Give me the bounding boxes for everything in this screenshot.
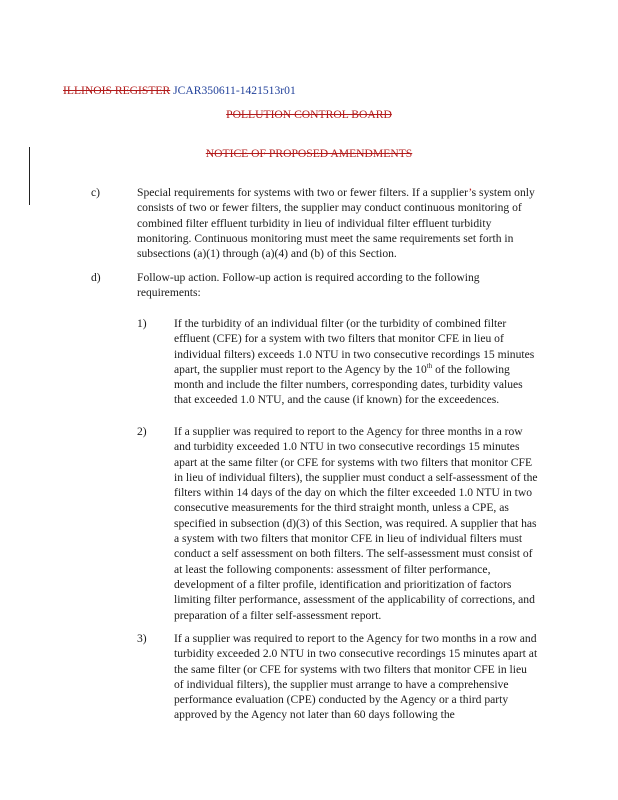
subsection-d-label: d) — [91, 271, 101, 284]
subsection-c-label: c) — [91, 186, 101, 199]
subsection-c-text-part1: Special requirements for systems with two or fewer filters. If a supplier — [137, 186, 469, 199]
item-3-text: If a supplier was required to report to the Agency for two months in a row and turbidity exceeded 2.0 NTU in two consecutive recordings 15 minutes apart at the same filter (or CFE for systems with two filters that monitor CFE in lieu of individual filters), the supplier must arrange to have a comprehensive performance evaluation (CPE) conducted by the Agency or a third party approved by the Agency not later than 60 days following the — [174, 632, 538, 722]
item-1-text-part1: If the turbidity of an individual filter (or the turbidity of combined filter effluent (CFE) for a system with two filters that monitor CFE in lieu of individual filters) exceeds 1.0 NTU in two consecutive recordings 15 minutes apart, the supplier must report to the Agency by the 10 — [174, 317, 535, 376]
item-1-text-part2: of the following month and include the filter numbers, corresponding dates, turbidity values that exceeded 1.0 NTU, and the cause (if known) for the exceedences. — [174, 362, 523, 407]
subsection-c-inserted-apostrophe: ’ — [468, 186, 472, 199]
subsection-d-text: Follow-up action. Follow-up action is required according to the following requirements: — [137, 271, 480, 300]
notice-title-struck: NOTICE OF PROPOSED AMENDMENTS — [205, 147, 413, 160]
board-heading — [0, 108, 618, 122]
item-2-label: 2) — [137, 425, 147, 438]
item-1-superscript: th — [426, 362, 433, 371]
item-3-label: 3) — [137, 632, 147, 645]
register-id: JCAR350611-1421513r01 — [173, 84, 296, 97]
subsection-c-text-part2: s system only consists of two or fewer filters, the supplier may conduct continuous monitoring of combined filter effluent turbidity in lieu of individual filter effluent turbidity monitoring. Continuous monitoring must meet the same requirements set forth in subsections (a)(1) through (a)(4) and (b) of this Section. — [137, 186, 535, 261]
item-2-text: If a supplier was required to report to the Agency for three months in a row and turbidity exceeded 1.0 NTU in two consecutive recordings 15 minutes apart at the same filter (or CFE for systems with two filters that monitor CFE in lieu of individual filters), the supplier must conduct a self-assessment of the filters within 14 days of the day on which the filter exceeded 1.0 NTU in two consecutive measurements for the third straight month, unless a CPE, as specified in subsection (d)(3) of this Section, was required. A supplier that has a system with two filters that monitor CFE in lieu of individual filters must conduct a self assessment on both filters. The self-assessment must consist of at least the following components: assessment of filter performance, development of a filter profile, identification and prioritization of factors limiting filter performance, assessment of the applicability of corrections, and preparation of a filter self-assessment report. — [174, 425, 538, 622]
item-1-label: 1) — [137, 317, 147, 330]
register-title-struck: ILLINOIS REGISTER — [63, 84, 171, 97]
subsection-c-text — [137, 185, 535, 261]
item-1-text — [174, 316, 538, 408]
notice-heading — [0, 147, 618, 161]
register-header — [63, 84, 296, 98]
board-title-struck: POLLUTION CONTROL BOARD — [226, 108, 392, 121]
